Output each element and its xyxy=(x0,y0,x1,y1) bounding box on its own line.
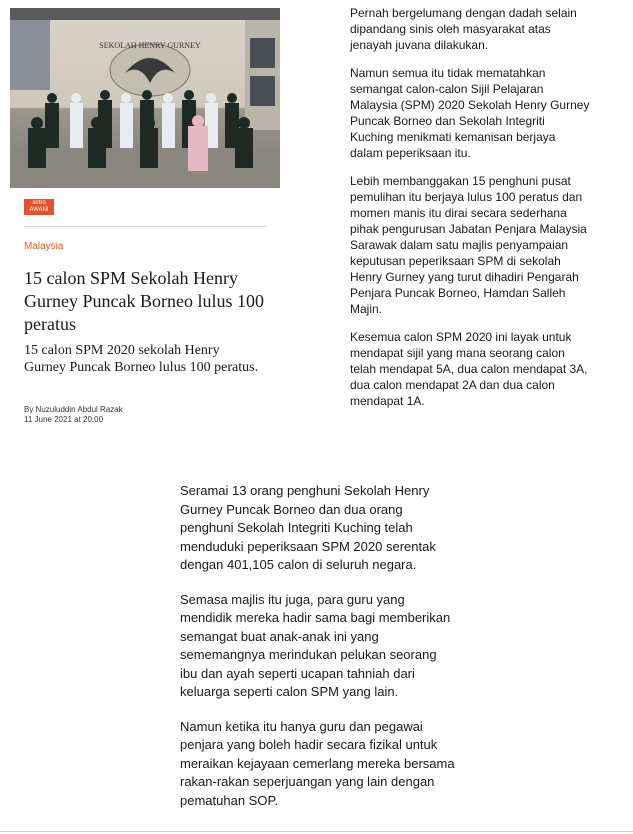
article-headline: 15 calon SPM Sekolah Henry Gurney Puncak Borneo lulus 100 peratus xyxy=(24,268,264,334)
logo-line-1: astro xyxy=(32,200,46,206)
publish-date: 11 June 2021 at 20:00 xyxy=(24,415,104,424)
article-body-right xyxy=(350,5,590,421)
paragraph: Pernah bergelumang dengan dadah selain dipandang sinis oleh masyarakat atas jenayah juvana dilakukan. xyxy=(350,6,577,52)
paragraph: Namun semua itu tidak mematahkan semangat calon-calon Sijil Pelajaran Malaysia (SPM) 2020 Sekolah Henry Gurney Puncak Borneo dan Sekolah Integriti Kuching menikmati kemanisan berjaya dalam peperiksaan itu. xyxy=(350,66,590,160)
article-body-bottom xyxy=(180,482,455,826)
category-link[interactable]: Malaysia xyxy=(24,241,64,252)
logo-line-2: AWANI xyxy=(29,207,49,213)
group-photo-illustration xyxy=(10,8,280,188)
article-photo[interactable] xyxy=(10,8,280,188)
paragraph: Namun ketika itu hanya guru dan pegawai penjara yang boleh hadir secara fizikal untuk meraikan kejayaan cemerlang mereka bersama rakan-rakan seperjuangan yang lain dengan pematuhan SOP. xyxy=(180,718,455,808)
divider xyxy=(24,226,266,227)
author: By Nuzuluddin Abdul Razak xyxy=(24,405,123,414)
paragraph: Seramai 13 orang penghuni Sekolah Henry Gurney Puncak Borneo dan dua orang penghuni Sekolah Integriti Kuching telah menduduki peperiksaan SPM 2020 serentak dengan 401,105 calon di seluruh negara. xyxy=(180,483,436,572)
article-subheadline: 15 calon SPM 2020 sekolah Henry Gurney Puncak Borneo lulus 100 peratus. xyxy=(24,343,259,375)
astro-awani-logo xyxy=(24,199,54,215)
page-bottom-border xyxy=(0,831,633,832)
paragraph: Kesemua calon SPM 2020 ini layak untuk mendapat sijil yang mana seorang calon telah mendapat 5A, dua calon mendapat 3A, dua calon mendapat 2A dan dua calon mendapat 1A. xyxy=(350,330,588,408)
byline xyxy=(24,405,123,425)
paragraph: Semasa majlis itu juga, para guru yang mendidik mereka hadir sama bagi memberikan semangat buat anak-anak ini yang sememangnya merindukan pelukan seorang ibu dan ayah seperti ucapan tahniah dari keluarga seperti calon SPM yang lain. xyxy=(180,591,451,699)
paragraph: Lebih membanggakan 15 penghuni pusat pemulihan itu berjaya lulus 100 peratus dan momen manis itu dirai secara sederhana pihak pengurusan Jabatan Penjara Malaysia Sarawak dalam satu majlis penyampaian keputusan peperiksaan SPM di sekolah Henry Gurney yang turut dihadiri Pengarah Penjara Puncak Borneo, Hamdan Salleh Majin. xyxy=(350,174,587,316)
sign-text: SEKOLAH HENRY GURNEY xyxy=(99,41,201,50)
